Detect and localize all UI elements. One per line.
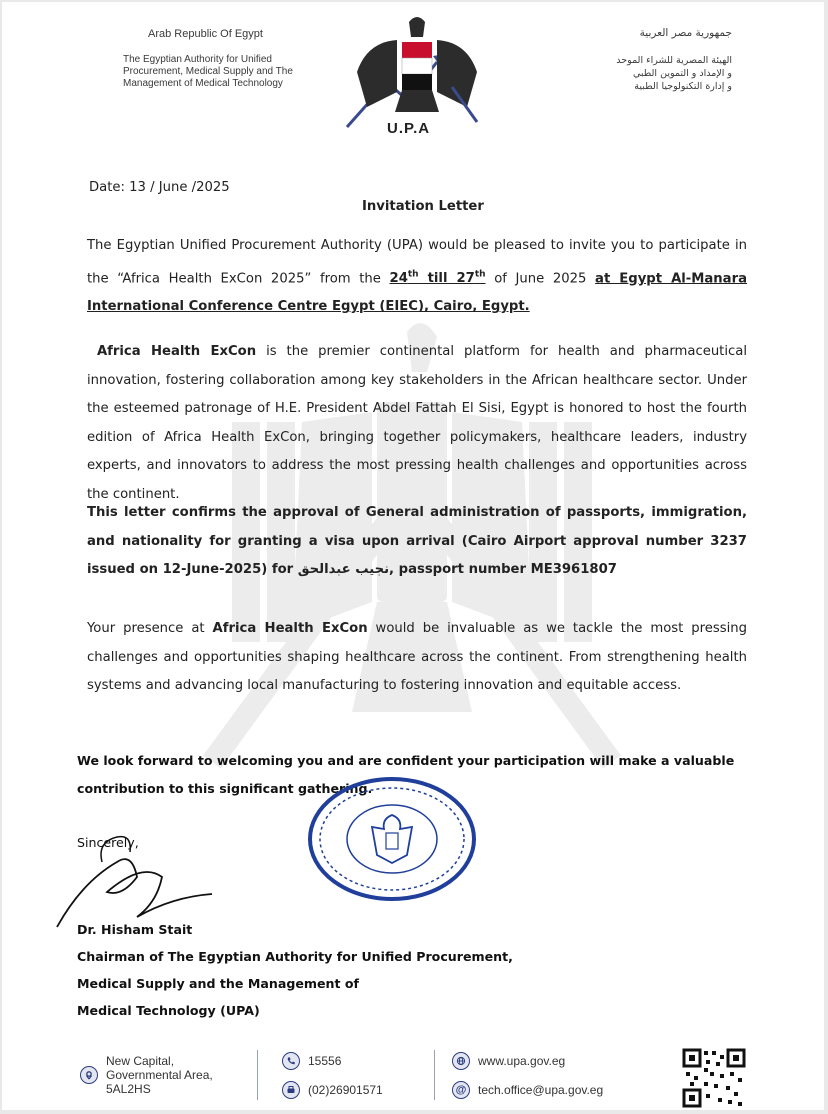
paragraph-presence [87,615,747,701]
footer-fax[interactable] [282,1081,383,1099]
footer [2,1044,824,1110]
p3-confirmation: This letter confirms the approval of General administration of passports, immigration, and nationality for granting a visa upon arrival (Cairo Airport approval number 3237 issued on 12-June-2025) for [87,505,747,577]
location-pin-icon [80,1066,98,1084]
logo-text: U.P.A [387,120,431,137]
footer-website[interactable] [452,1052,565,1070]
p4-intro: Your presence at [87,621,213,636]
fax-number[interactable]: (02)26901571 [308,1083,383,1097]
authority-name-ar [616,54,732,93]
signer-name: Dr. Hisham Stait [77,922,193,937]
paragraph-invitation [87,232,747,322]
authority-name-en: The Egyptian Authority for Unified Procurement, Medical Supply and The Management of Medical Technology [123,54,293,89]
closing-statement: We look forward to welcoming you and are confident your participation will make a valuable contribution to this significant gathering. [77,753,735,796]
letter-page [2,2,824,1110]
p3-passport: , passport number ME3961807 [389,562,617,577]
footer-divider [434,1050,435,1100]
upa-logo [327,12,507,137]
p2-body: is the premier continental platform for health and pharmaceutical innovation, fostering collaboration among key stakeholders in the African healthcare sector. Under the esteemed patronage of H.E. President Abdel Fattah El Sisi, Egypt is honored to host the fourth edition of Africa Health ExCon, bringing together policymakers, healthcare leaders, industry experts, and innovators to address the most pressing health challenges and opportunities across the continent. [87,344,748,502]
p4-body: would be invaluable as we tackle the most pressing challenges and opportunities shaping healthcare across the continent. From strengthening health systems and advancing local manufacturing to fostering innovation and equitable access. [87,621,747,693]
authority-ar-line3: و إدارة التكنولوجيا الطبية [634,81,732,92]
signer-title-line3: Medical Technology (UPA) [77,1003,260,1018]
header-english [123,28,303,90]
country-name-ar: جمهورية مصر العربية [639,27,732,39]
at-sign-icon: @ [452,1081,470,1099]
p1-start-date: 24th till 27th [389,269,486,286]
p4-event-name: Africa Health ExCon [212,621,368,636]
paragraph-event-description [87,338,747,509]
phone-icon [282,1052,300,1070]
address-line1: New Capital, [106,1054,175,1068]
address-line2: Governmental Area, [106,1068,213,1082]
country-name-en: Arab Republic Of Egypt [148,28,263,40]
fax-icon [282,1081,300,1099]
footer-phone[interactable] [282,1052,341,1070]
p3-guest-name: نجيب عبدالحق [297,562,390,577]
address-line3: 5AL2HS [106,1082,151,1096]
footer-email[interactable] [452,1081,603,1099]
sincerely-text: Sincerely, [77,835,139,850]
globe-icon [452,1052,470,1070]
website-link[interactable]: www.upa.gov.eg [478,1054,566,1068]
footer-address [80,1054,213,1096]
letter-date: Date: 13 / June /2025 [89,180,230,195]
email-link[interactable]: tech.office@upa.gov.eg [478,1083,604,1097]
authority-ar-line2: و الإمداد و التموين الطبي [632,68,732,79]
authority-ar-line1: الهيئة المصرية للشراء الموحد [616,55,732,66]
footer-divider [257,1050,258,1100]
signer-title-line2: Medical Supply and the Management of [77,976,360,991]
paragraph-visa-confirmation [87,499,747,585]
official-seal [307,777,477,902]
signer-title-line1: Chairman of The Egyptian Authority for Unified Procurement, [77,949,513,964]
p1-venue: at Egypt Al-Manara International Conference Centre Egypt (EIEC), Cairo, Egypt. [87,270,747,315]
phone-number[interactable]: 15556 [308,1054,342,1068]
p1-intro: The Egyptian Unified Procurement Authority (UPA) would be pleased to invite you to participate in the “Africa Health ExCon 2025” from the [87,238,747,286]
signer-block [77,916,777,1024]
qr-code[interactable] [682,1048,746,1108]
p2-event-name: Africa Health ExCon [96,344,257,359]
p1-month: of June 2025 [485,270,596,286]
header-arabic [616,27,732,93]
letter-title: Invitation Letter [362,199,484,214]
